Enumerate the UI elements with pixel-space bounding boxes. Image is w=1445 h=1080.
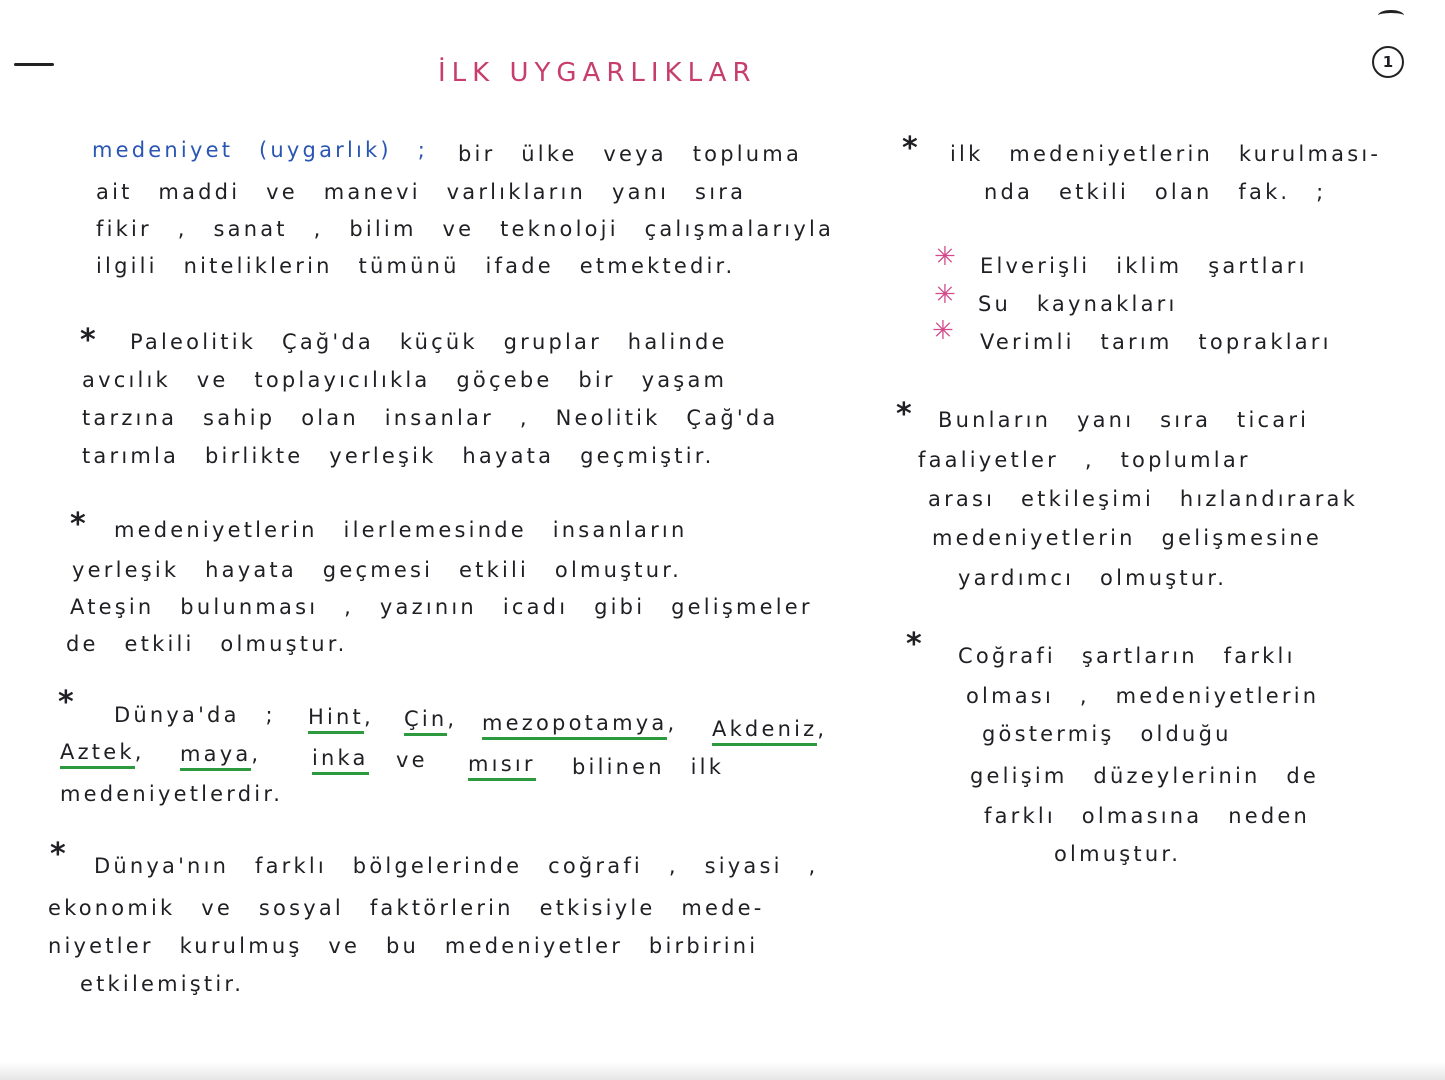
asterisk-icon: * [906,627,922,662]
p5-line-3: niyetler kurulmuş ve bu medeniyetler birbirini [48,934,759,958]
civ-akdeniz-label: Akdeniz [712,717,817,746]
civ-inka-label: inka [312,746,369,775]
p1-line-3: fikir , sanat , bilim ve teknoloji çalışmalarıyla [96,217,835,241]
r2-line-5: yardımcı olmuştur. [958,566,1228,590]
p5-line-1: Dünya'nın farklı bölgelerinde coğrafi , siyasi , [94,854,819,878]
page-number: 1 [1372,46,1404,78]
p4-tail-1: bilinen ilk [572,755,725,779]
p4-and: ve [396,748,428,772]
p1-line-4: ilgili niteliklerin tümünü ifade etmektedir. [96,254,736,278]
civ-mezopotamya: mezopotamya, [482,711,677,735]
r1-line-2: nda etkili olan fak. ; [984,180,1327,204]
pink-asterisk-icon: ✳ [934,280,956,310]
r3-line-3: göstermiş olduğu [982,722,1232,746]
p1-line-2: ait maddi ve manevi varlıkların yanı sıra [96,180,747,204]
asterisk-icon: * [80,323,96,358]
pink-asterisk-icon: ✳ [932,316,954,346]
p3-line-1: medeniyetlerin ilerlemesinde insanların [114,518,688,542]
page-edge-shadow [0,1062,1445,1080]
p1-line-1: bir ülke veya topluma [458,142,803,166]
p4-tail-2: medeniyetlerdir. [60,782,284,806]
p2-line-2: avcılık ve toplayıcılıkla göçebe bir yaşam [82,368,728,392]
civ-misir-label: mısır [468,752,536,781]
p3-line-4: de etkili olmuştur. [66,632,348,656]
civ-mezopotamya-label: mezopotamya [482,711,667,740]
r2-line-3: arası etkileşimi hızlandırarak [928,487,1358,511]
r3-line-1: Coğrafi şartların farklı [958,644,1296,668]
pen-dash-mark [14,63,54,66]
civ-misir [468,752,536,776]
corner-pen-mark [1378,10,1404,21]
p2-line-1: Paleolitik Çağ'da küçük gruplar halinde [130,330,728,354]
r2-line-2: faaliyetler , toplumlar [918,448,1251,472]
p4-intro: Dünya'da ; [114,703,276,727]
civ-cin-label: Çin [404,707,447,736]
p5-line-2: ekonomik ve sosyal faktörlerin etkisiyle mede- [48,896,765,920]
civ-inka [312,746,369,770]
asterisk-icon: * [70,507,86,542]
page-title: İLK UYGARLIKLAR [438,58,757,88]
r3-line-4: gelişim düzeylerinin de [970,764,1320,788]
asterisk-icon: * [58,685,74,720]
asterisk-icon: * [50,837,66,872]
r3-line-6: olmuştur. [1054,842,1182,866]
r2-line-1: Bunların yanı sıra ticari [938,408,1310,432]
civ-cin: Çin, [404,707,457,731]
civ-akdeniz: Akdeniz, [712,717,827,741]
term-medeniyet: medeniyet (uygarlık) ; [92,138,428,162]
civ-maya: maya, [180,742,261,766]
civ-hint-label: Hint [308,705,364,734]
civ-aztek: Aztek, [60,740,145,764]
r3-line-5: farklı olmasına neden [984,804,1311,828]
civ-maya-label: maya [180,742,251,771]
p3-line-2: yerleşik hayata geçmesi etkili olmuştur. [72,558,683,582]
p2-line-3: tarzına sahip olan insanlar , Neolitik Çağ'da [82,406,779,430]
factor-1: Elverişli iklim şartları [980,254,1308,278]
r1-line-1: ilk medeniyetlerin kurulması- [950,142,1382,166]
p2-line-4: tarımla birlikte yerleşik hayata geçmiştir. [82,444,715,468]
r3-line-2: olması , medeniyetlerin [966,684,1320,708]
p3-line-3: Ateşin bulunması , yazının icadı gibi gelişmeler [70,595,813,619]
factor-2: Su kaynakları [978,292,1178,316]
civ-aztek-label: Aztek [60,740,135,769]
asterisk-icon: * [896,397,912,432]
r2-line-4: medeniyetlerin gelişmesine [932,526,1323,550]
civ-hint: Hint, [308,705,374,729]
pink-asterisk-icon: ✳ [934,242,956,272]
asterisk-icon: * [902,131,918,166]
factor-3: Verimli tarım toprakları [980,330,1332,354]
p5-line-4: etkilemiştir. [80,972,245,996]
